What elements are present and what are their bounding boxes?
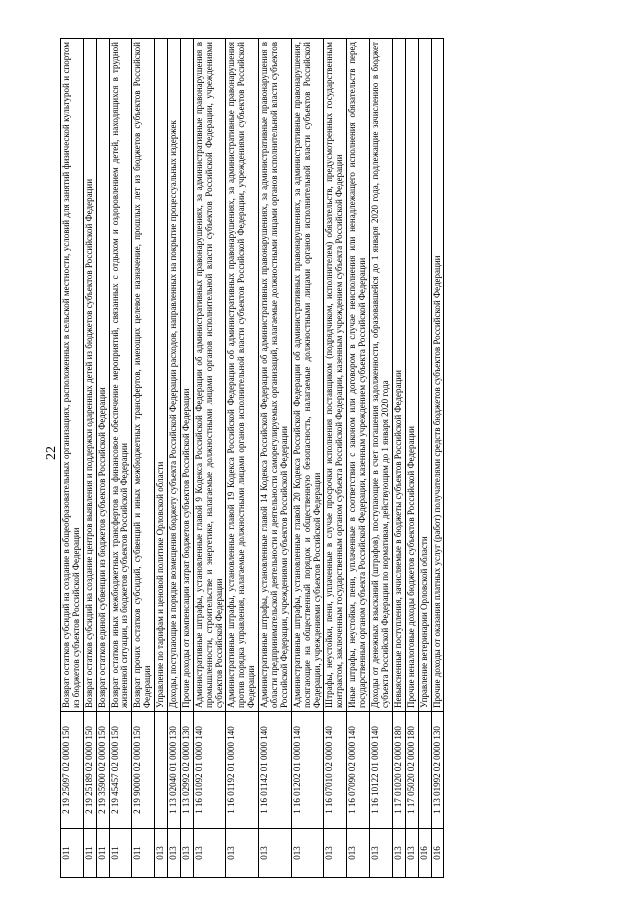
administrator-code-cell: 013 — [180, 829, 193, 878]
administrator-code-cell: 013 — [155, 829, 168, 878]
revenue-code-cell: 1 17 05020 02 0000 180 — [405, 712, 418, 829]
table-row — [259, 39, 292, 878]
revenue-code-cell: 2 19 35900 02 0000 150 — [96, 712, 109, 829]
revenue-description-cell: Возврат остатков субсидий на создание центров выявления и поддержки одаренных детей из бюджетов субъектов Российской Федерации — [83, 39, 96, 712]
administrator-code-cell: 011 — [96, 829, 109, 878]
revenue-description-cell: Невыясненные поступления, зачисляемые в бюджеты субъектов Российской Федерации — [392, 39, 405, 712]
table-row — [180, 39, 193, 878]
administrator-code-cell: 013 — [392, 829, 405, 878]
revenue-description-cell: Административные штрафы, установленные главой 14 Кодекса Российской Федерации об административных правонарушениях, за административные правонарушения в области предпринимательской деятельности и деятельности саморегулируемых организаций, налагаемые должностными лицами органов исполнительной власти субъектов Российской Федерации, учреждениями субъектов Российской Федерации — [259, 39, 292, 712]
revenue-code-cell: 1 16 07010 02 0000 140 — [324, 712, 347, 829]
section-title-cell: Управление ветеринарии Орловской области — [418, 39, 431, 712]
table-row — [96, 39, 109, 878]
administrator-code-cell: 013 — [168, 829, 181, 878]
table-row — [324, 39, 347, 878]
revenue-description-cell: Прочие неналоговые доходы бюджетов субъектов Российской Федерации — [405, 39, 418, 712]
administrator-code-cell: 011 — [83, 829, 96, 878]
revenue-code-cell: 1 13 01992 02 0000 130 — [431, 712, 444, 829]
revenue-code-cell: 1 16 10122 01 0000 140 — [370, 712, 393, 829]
table-row — [132, 39, 155, 878]
page-number: 22 — [44, 446, 59, 460]
table-row — [291, 39, 324, 878]
administrator-code-cell: 016 — [418, 829, 431, 878]
revenue-code-cell: 2 19 45457 02 0000 150 — [109, 712, 132, 829]
revenue-code-cell: 1 13 02040 01 0000 130 — [168, 712, 181, 829]
revenue-code-cell: 1 16 01202 01 0000 140 — [291, 712, 324, 829]
table-row — [392, 39, 405, 878]
administrator-code-cell: 016 — [431, 829, 444, 878]
table-row — [61, 39, 84, 878]
revenue-code-cell: 1 16 01142 01 0000 140 — [259, 712, 292, 829]
revenue-description-cell: Возврат остатков единой субвенции из бюджетов субъектов Российской Федерации — [96, 39, 109, 712]
revenue-description-cell: Административные штрафы, установленные главой 19 Кодекса Российской Федерации об административных правонарушениях, за административные правонарушения против порядка управления, налагаемые должностными лицами органов исполнительной власти субъектов Российской Федерации, учреждениями субъектов Российской Федерации — [226, 39, 259, 712]
revenue-description-cell: Доходы, поступающие в порядке возмещения бюджету субъекта Российской Федерации расходов, направленных на покрытие процессуальных издержек — [168, 39, 181, 712]
revenue-description-cell: Административные штрафы, установленные главой 20 Кодекса Российской Федерации об административных правонарушениях, за административные правонарушения, посягающие на общественный порядок и общественную безопасность, налагаемые должностными лицами органов исполнительной власти субъектов Российской Федерации, учреждениями субъектов Российской Федерации — [291, 39, 324, 712]
revenue-description-cell: Возврат остатков субсидий на создание в общеобразовательных организациях, расположенных в сельской местности, условий для занятий физической культурой и спортом из бюджетов субъектов Российской Федерации — [61, 39, 84, 712]
revenue-description-cell: Доходы от денежных взысканий (штрафов), поступающие в счет погашения задолженности, образовавшейся до 1 января 2020 года, подлежащие зачислению в бюджет субъекта Российской Федерации по нормативам, действующим до 1 января 2020 года — [370, 39, 393, 712]
revenue-code-cell: 2 19 25097 02 0000 150 — [61, 712, 84, 829]
revenue-description-cell: Возврат остатков иных межбюджетных трансфертов на финансовое обеспечение мероприятий, связанных с отдыхом и оздоровлением детей, находящихся в трудной жизненной ситуации, из бюджетов субъектов Российской Федерации — [109, 39, 132, 712]
administrator-code-cell: 013 — [347, 829, 370, 878]
revenue-code-cell: 1 16 01092 01 0000 140 — [193, 712, 226, 829]
table-row — [431, 39, 444, 878]
revenue-description-cell: Иные штрафы, неустойки, пени, уплаченные в соответствии с законом или договором в случае неисполнения или ненадлежащего исполнения обязательств перед государственным органом субъекта Российской Федерации, казенным учреждением субъекта Российской Федерации — [347, 39, 370, 712]
revenue-code-cell: 1 16 01192 01 0000 140 — [226, 712, 259, 829]
revenue-code-cell: 2 19 90000 02 0000 150 — [132, 712, 155, 829]
revenue-code-cell: 1 17 01020 02 0000 180 — [392, 712, 405, 829]
administrator-code-cell: 013 — [291, 829, 324, 878]
revenue-code-cell: 2 19 25189 02 0000 150 — [83, 712, 96, 829]
administrator-code-cell: 013 — [324, 829, 347, 878]
table-row — [226, 39, 259, 878]
revenue-description-cell: Прочие доходы от оказания платных услуг (работ) получателями средств бюджетов субъектов Российской Федерации — [431, 39, 444, 712]
revenue-description-cell: Штрафы, неустойки, пени, уплаченные в случае просрочки исполнения поставщиком (подрядчиком, исполнителем) обязательств, предусмотренных государственным контрактом, заключенным государственным органом субъекта Российской Федерации, казенным учреждением субъекта Российской Федерации — [324, 39, 347, 712]
table-row — [370, 39, 393, 878]
revenue-codes-table — [60, 38, 444, 878]
administrator-code-cell: 013 — [193, 829, 226, 878]
administrator-code-cell: 013 — [405, 829, 418, 878]
administrator-code-cell: 013 — [259, 829, 292, 878]
table-row — [193, 39, 226, 878]
table-row — [109, 39, 132, 878]
administrator-code-cell: 013 — [370, 829, 393, 878]
section-title-cell: Управление по тарифам и ценовой политике Орловской области — [155, 39, 168, 712]
revenue-description-cell: Прочие доходы от компенсации затрат бюджетов субъектов Российской Федерации — [180, 39, 193, 712]
table-body — [61, 39, 444, 878]
table-row — [405, 39, 418, 878]
revenue-description-cell: Возврат прочих остатков субсидий, субвенций и иных межбюджетных трансфертов, имеющих целевое назначение, прошлых лет из бюджетов субъектов Российской Федерации — [132, 39, 155, 712]
revenue-code-cell — [418, 712, 431, 829]
table-row — [83, 39, 96, 878]
section-row — [155, 39, 168, 878]
administrator-code-cell: 011 — [61, 829, 84, 878]
revenue-code-cell: 1 13 02992 02 0000 130 — [180, 712, 193, 829]
administrator-code-cell: 013 — [226, 829, 259, 878]
revenue-code-cell — [155, 712, 168, 829]
table-row — [168, 39, 181, 878]
section-row — [418, 39, 431, 878]
administrator-code-cell: 011 — [132, 829, 155, 878]
document-table-container — [60, 38, 532, 878]
table-row — [347, 39, 370, 878]
revenue-code-cell: 1 16 07090 02 0000 140 — [347, 712, 370, 829]
administrator-code-cell: 011 — [109, 829, 132, 878]
revenue-description-cell: Административные штрафы, установленные главой 9 Кодекса Российской Федерации об административных правонарушениях, за административные правонарушения в промышленности, строительстве и энергетике, налагаемые должностными лицами органов исполнительной власти субъектов Российской Федерации, учреждениями субъектов Российской Федерации — [193, 39, 226, 712]
